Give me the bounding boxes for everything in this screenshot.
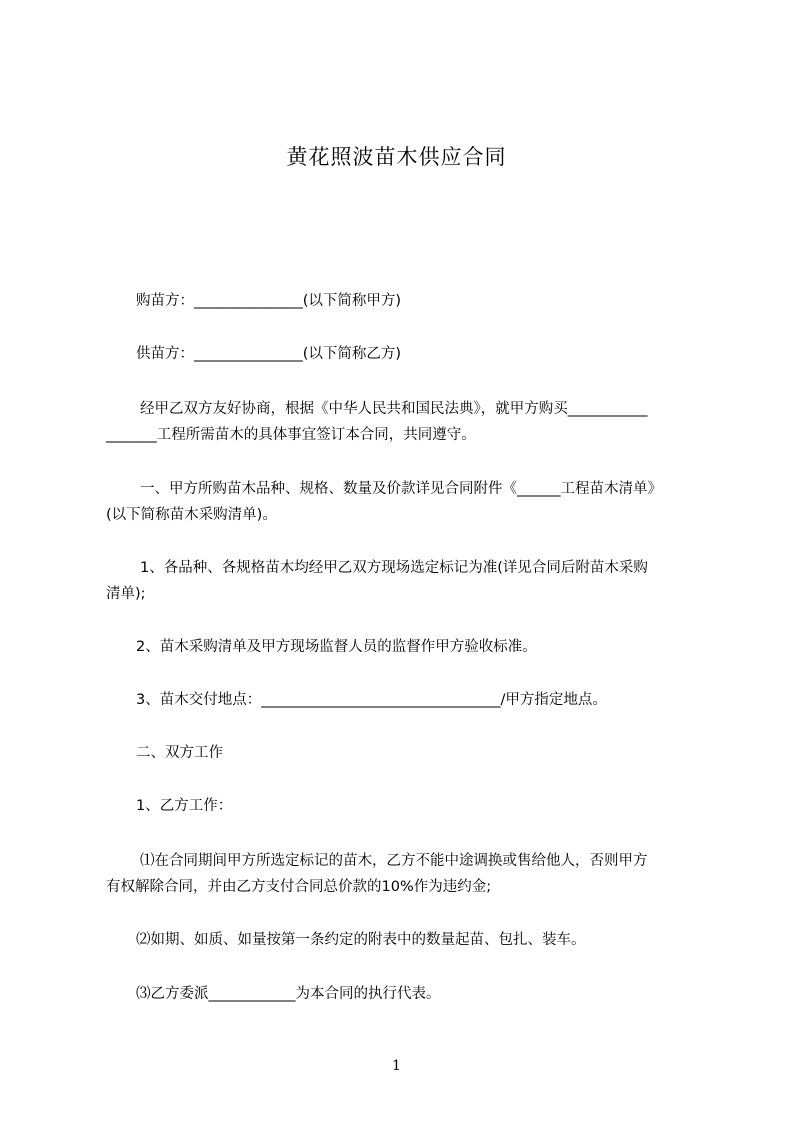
section-1-line-2: (以下简称苗木采购清单)。 [106, 507, 277, 523]
clause-1-line-1: ⑴在合同期间甲方所选定标记的苗木，乙方不能中途调换或售给他人，否则甲方 [140, 853, 648, 869]
buyer-line: 购苗方：_______________(以下简称甲方) [136, 293, 402, 309]
item-1-1-line-1: 1、各品种、各规格苗木均经甲乙双方现场选定标记为准(详见合同后附苗木采购 [140, 560, 648, 576]
item-1-3: 3、苗木交付地点：_________________________________/甲方指定地点。 [136, 692, 607, 708]
clause-3: ⑶乙方委派____________为本合同的执行代表。 [136, 986, 441, 1002]
supplier-line: 供苗方：_______________(以下简称乙方) [136, 346, 402, 362]
item-1-1-line-2: 清单); [106, 586, 146, 602]
page-number: 1 [392, 1058, 401, 1074]
item-2-1: 1、乙方工作： [136, 798, 233, 814]
document-title: 黄花照波苗木供应合同 [286, 145, 507, 169]
item-1-2: 2、苗木采购清单及甲方现场监督人员的监督作甲方验收标准。 [136, 639, 537, 655]
clause-2: ⑵如期、如质、如量按第一条约定的附表中的数量起苗、包扎、装车。 [136, 932, 586, 948]
section-1-line-1: 一、甲方所购苗木品种、规格、数量及价款详见合同附件《______工程苗木清单》 [140, 481, 662, 497]
clause-1-line-2: 有权解除合同，并由乙方支付合同总价款的10%作为违约金; [106, 879, 492, 895]
intro-paragraph-line-1: 经甲乙双方友好协商，根据《中华人民共和国民法典》，就甲方购买___________ [140, 401, 648, 417]
intro-paragraph-line-2: _______工程所需苗木的具体事宜签订本合同，共同遵守。 [106, 427, 476, 443]
section-2-heading: 二、双方工作 [136, 745, 223, 761]
